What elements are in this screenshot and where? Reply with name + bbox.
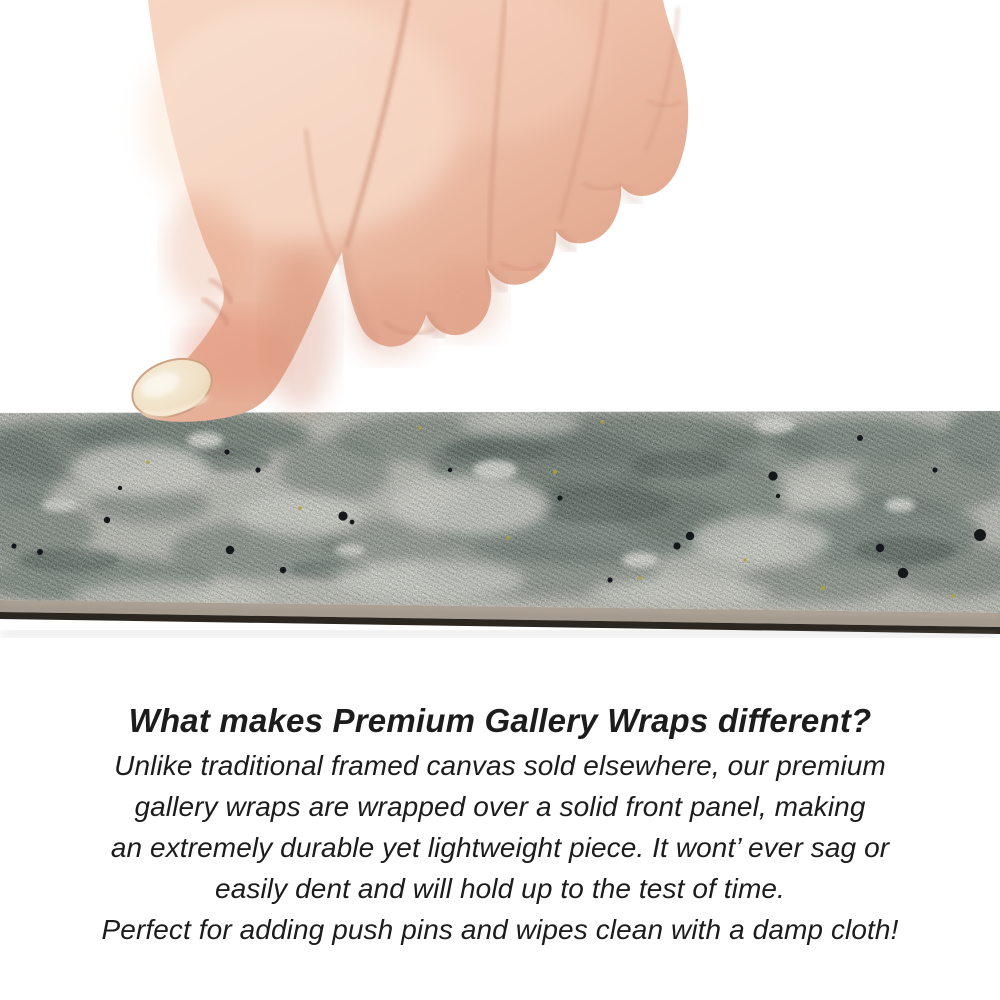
body-line-4: easily dent and will hold up to the test of time. [215, 873, 785, 904]
body-line-1: Unlike traditional framed canvas sold elsewhere, our premium [114, 750, 886, 781]
body-line-5: Perfect for adding push pins and wipes clean with a damp cloth! [101, 914, 899, 945]
body-line-3: an extremely durable yet lightweight piece. It wont’ ever sag or [110, 832, 890, 863]
canvas-edge-closeup [0, 410, 1000, 646]
canvas-texture [0, 410, 1000, 646]
marketing-copy [0, 701, 1000, 950]
headline: What makes Premium Gallery Wraps different? [128, 702, 872, 739]
panel-shadow [0, 631, 1000, 637]
body-line-2: gallery wraps are wrapped over a solid front panel, making [134, 791, 866, 822]
hand-photo [0, 0, 1000, 428]
